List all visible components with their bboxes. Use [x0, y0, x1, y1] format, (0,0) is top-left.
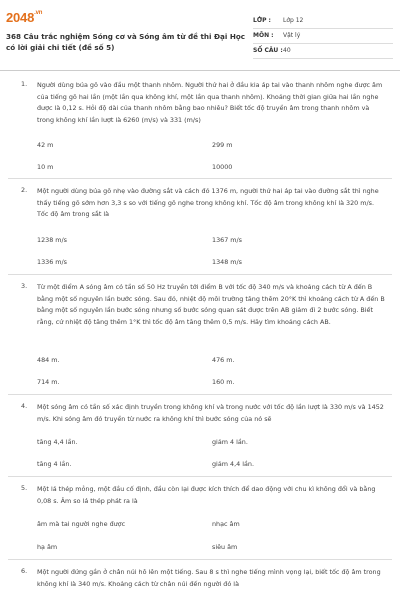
question-text: Từ một điểm A sóng âm có tần số 50 Hz truyền tới điểm B với tốc độ 340 m/s và khoảng cách từ A đến B bằng một số nguyên lần bước sóng. Sau đó, nhiệt độ môi trường tăng thêm 20°K thì khoảng cách từ A đến B bằng một số nguyên lần bước sóng nhưng số bước sóng quan sát được trên AB giảm đi 2 bước sóng. Biết rằng, cứ nhiệt độ tăng thêm 1°K thì tốc độ âm tăng thêm 0,5 m/s. Hãy tìm khoảng cách AB.	[37, 283, 385, 326]
option-d[interactable]: giảm 4,4 lần.	[212, 460, 254, 468]
meta-value: Lớp 12	[283, 17, 304, 24]
question-number: 4.	[21, 402, 28, 410]
option-d[interactable]: siêu âm	[212, 543, 238, 551]
option-c[interactable]: tăng 4 lần.	[37, 460, 72, 468]
option-a[interactable]: 42 m	[37, 141, 54, 149]
question-text: Người dùng búa gõ vào đầu một thanh nhôm. Người thứ hai ở đầu kia áp tai vào thanh nhôm nghe được âm của tiếng gõ hai lần (một lần qua không khí, một lần qua thanh nhôm). Khoảng thời gian giữa hai lần nghe được là 0,12 s. Hỏi độ dài của thanh nhôm bằng bao nhiêu? Biết tốc độ truyền âm trong thanh nhôm và trong không khí lần lượt là 6260 (m/s) và 331 (m/s)	[37, 81, 383, 124]
question-text: Một sóng âm có tần số xác định truyền trong không khí và trong nước với tốc độ lần lượt là 330 m/s và 1452 m/s. Khi sóng âm đó truyền từ nước ra không khí thì bước sóng của nó sẽ	[37, 403, 384, 423]
meta-label: SỐ CÂU :	[253, 47, 283, 54]
question-text: Một người dùng búa gõ nhẹ vào đường sắt và cách đó 1376 m, người thứ hai áp tai vào đường sắt thì nghe thấy tiếng gõ sớm hơn 3,3 s so với tiếng gõ nghe trong không khí. Tốc độ âm trong không khí là 320 m/s. Tốc độ âm trong sắt là	[37, 187, 379, 218]
option-c[interactable]: 10 m	[37, 163, 54, 171]
meta-row-count	[253, 44, 393, 59]
question-number: 5.	[21, 484, 28, 492]
divider	[8, 559, 392, 560]
option-d[interactable]: 160 m.	[212, 378, 235, 386]
question-number: 6.	[21, 567, 28, 575]
option-b[interactable]: nhạc âm	[212, 520, 240, 528]
option-c[interactable]: 1336 m/s	[37, 258, 68, 266]
option-b[interactable]: 299 m	[212, 141, 233, 149]
option-a[interactable]: 484 m.	[37, 356, 60, 364]
divider	[8, 476, 392, 477]
meta-value: Vật lý	[283, 32, 301, 39]
option-a[interactable]: tăng 4,4 lần.	[37, 438, 78, 446]
meta-label: LỚP :	[253, 17, 271, 24]
option-b[interactable]: giảm 4 lần.	[212, 438, 248, 446]
option-b[interactable]: 476 m.	[212, 356, 235, 364]
meta-row-class	[253, 14, 393, 29]
option-c[interactable]: 714 m.	[37, 378, 60, 386]
meta-label: MÔN :	[253, 32, 274, 39]
question-number: 3.	[21, 282, 28, 290]
option-c[interactable]: hạ âm	[37, 543, 58, 551]
question-number: 2.	[21, 186, 28, 194]
site-logo[interactable]: $2048^{.vn}$	[6, 10, 43, 25]
question-text: Một người đứng gần ở chân núi hô lên một tiếng. Sau 8 s thì nghe tiếng mình vọng lại, biết tốc độ âm trong không khí là 340 m/s. Khoảng cách từ chân núi đến người đó là	[37, 568, 381, 588]
divider	[8, 178, 392, 179]
header-divider	[0, 70, 400, 71]
option-d[interactable]: 1348 m/s	[212, 258, 243, 266]
meta-row-subject	[253, 29, 393, 44]
divider	[8, 274, 392, 275]
option-a[interactable]: âm mà tai người nghe được	[37, 520, 126, 528]
divider	[8, 394, 392, 395]
option-a[interactable]: 1238 m/s	[37, 236, 68, 244]
option-d[interactable]: 10000	[212, 163, 233, 171]
question-text: Một lá thép mỏng, một đầu cố định, đầu còn lại được kích thích để dao động với chu kì không đổi và bằng 0,08 s. Âm so lá thép phát ra là	[37, 485, 376, 505]
meta-value: 40	[283, 47, 291, 54]
meta-info	[253, 14, 393, 59]
option-b[interactable]: 1367 m/s	[212, 236, 243, 244]
page-title: 368 Câu trắc nghiệm Sóng cơ và Sóng âm từ đề thi Đại Học có lời giải chi tiết (đề số 5)	[6, 32, 246, 52]
question-number: 1.	[21, 80, 28, 88]
